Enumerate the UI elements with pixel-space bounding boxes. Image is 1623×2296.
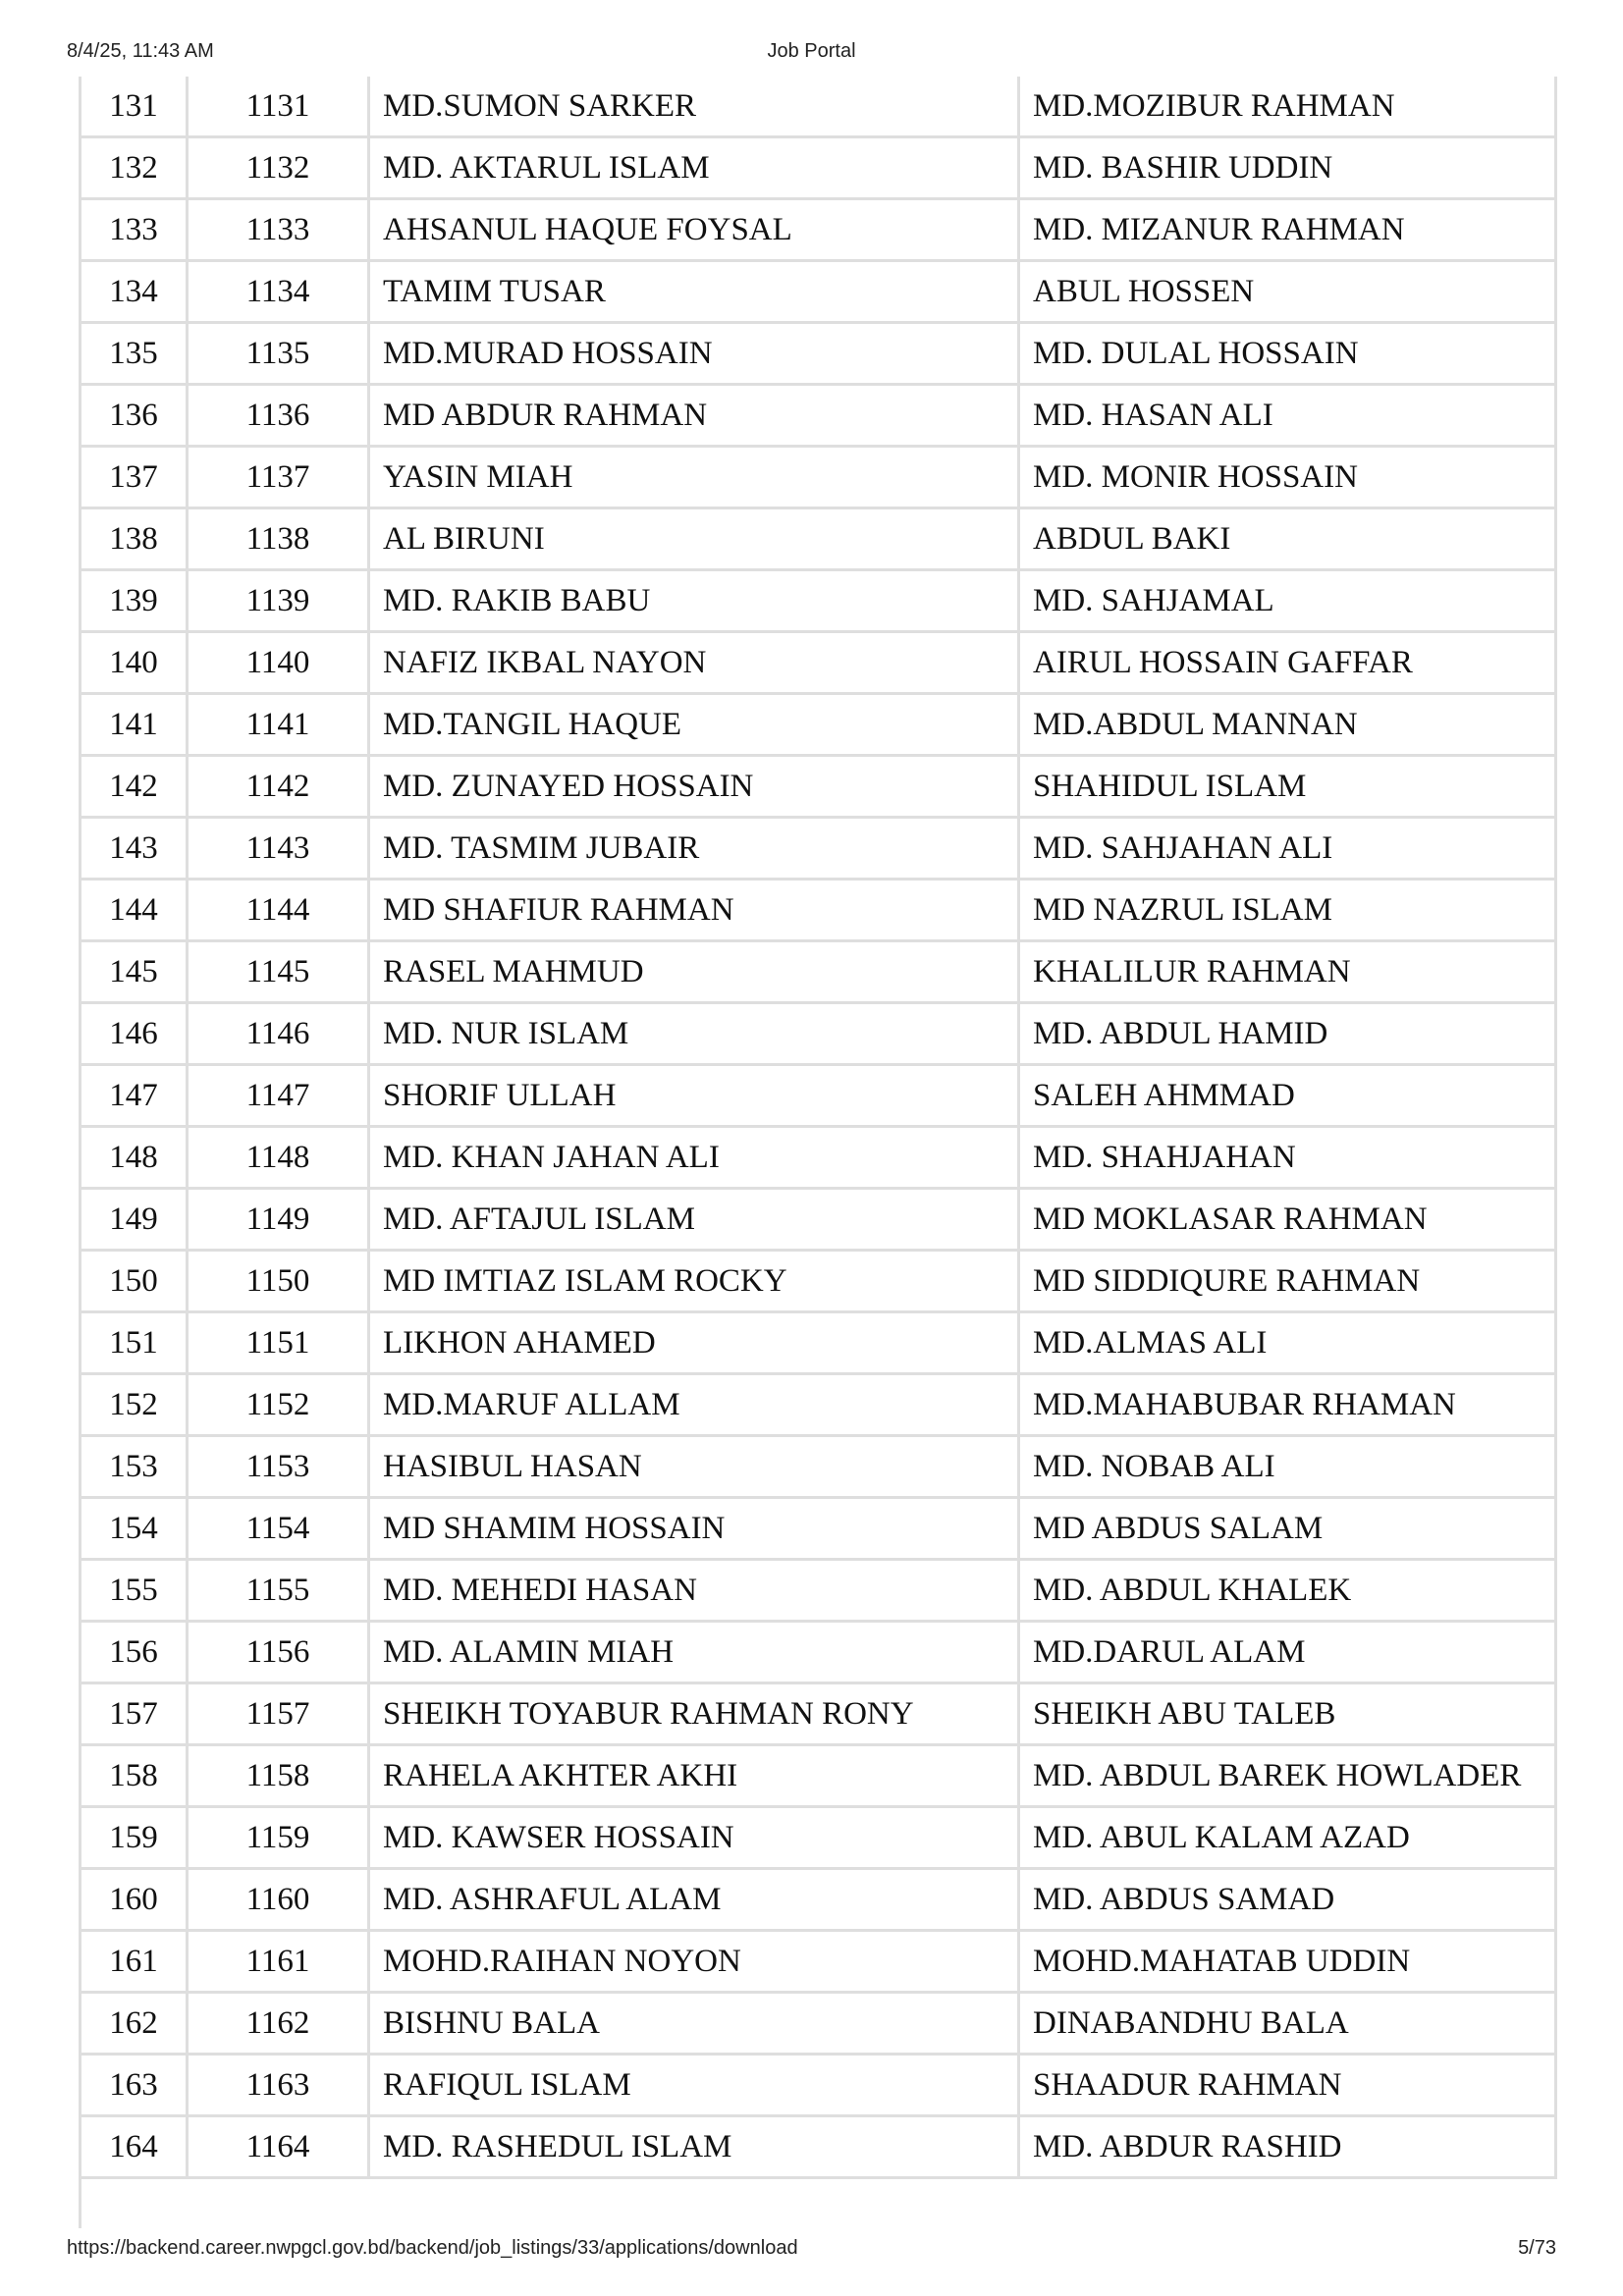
table-row (81, 385, 1556, 447)
table-row (81, 1807, 1556, 1869)
applicant-name-cell: SHORIF ULLAH (369, 1065, 1019, 1127)
applicant-name-cell: MD SHAFIUR RAHMAN (369, 880, 1019, 941)
roll-cell: 1135 (188, 323, 369, 385)
table-row (81, 1993, 1556, 2055)
table-row (81, 632, 1556, 694)
serial-cell: 159 (81, 1807, 188, 1869)
father-name-cell: MOHD.MAHATAB UDDIN (1019, 1931, 1556, 1993)
applicant-name-cell: BISHNU BALA (369, 1993, 1019, 2055)
serial-cell: 164 (81, 2116, 188, 2178)
print-datetime: 8/4/25, 11:43 AM (67, 40, 214, 62)
table-row (81, 1622, 1556, 1683)
serial-cell: 140 (81, 632, 188, 694)
applicant-name-cell: MD ABDUR RAHMAN (369, 385, 1019, 447)
applicant-name-cell: RAHELA AKHTER AKHI (369, 1745, 1019, 1807)
page-title: Job Portal (767, 40, 856, 62)
serial-cell: 155 (81, 1560, 188, 1622)
roll-cell: 1155 (188, 1560, 369, 1622)
applicant-name-cell: MD.SUMON SARKER (369, 77, 1019, 137)
father-name-cell: KHALILUR RAHMAN (1019, 941, 1556, 1003)
roll-cell: 1147 (188, 1065, 369, 1127)
roll-cell: 1157 (188, 1683, 369, 1745)
roll-cell: 1143 (188, 818, 369, 880)
table-row (81, 2055, 1556, 2116)
father-name-cell: MD. MIZANUR RAHMAN (1019, 199, 1556, 261)
roll-cell: 1158 (188, 1745, 369, 1807)
applicant-name-cell: SHEIKH TOYABUR RAHMAN RONY (369, 1683, 1019, 1745)
father-name-cell: MD MOKLASAR RAHMAN (1019, 1189, 1556, 1251)
roll-cell: 1148 (188, 1127, 369, 1189)
table-row (81, 1127, 1556, 1189)
roll-cell: 1153 (188, 1436, 369, 1498)
applicants-table-container (79, 77, 1554, 2179)
father-name-cell: ABUL HOSSEN (1019, 261, 1556, 323)
table-row (81, 1931, 1556, 1993)
father-name-cell: MD. SAHJAHAN ALI (1019, 818, 1556, 880)
applicant-name-cell: MD. KHAN JAHAN ALI (369, 1127, 1019, 1189)
father-name-cell: DINABANDHU BALA (1019, 1993, 1556, 2055)
applicant-name-cell: YASIN MIAH (369, 447, 1019, 508)
page-url: https://backend.career.nwpgcl.gov.bd/backend/job_listings/33/applications/download (67, 2237, 798, 2259)
applicant-name-cell: MD. ASHRAFUL ALAM (369, 1869, 1019, 1931)
serial-cell: 144 (81, 880, 188, 941)
serial-cell: 161 (81, 1931, 188, 1993)
roll-cell: 1159 (188, 1807, 369, 1869)
applicant-name-cell: MD. TASMIM JUBAIR (369, 818, 1019, 880)
roll-cell: 1136 (188, 385, 369, 447)
father-name-cell: MD. ABDUL HAMID (1019, 1003, 1556, 1065)
page-number: 5/73 (1518, 2237, 1556, 2259)
roll-cell: 1162 (188, 1993, 369, 2055)
serial-cell: 136 (81, 385, 188, 447)
serial-cell: 151 (81, 1312, 188, 1374)
applicant-name-cell: MD. RAKIB BABU (369, 570, 1019, 632)
table-row (81, 199, 1556, 261)
father-name-cell: MD. HASAN ALI (1019, 385, 1556, 447)
applicant-name-cell: MD. RASHEDUL ISLAM (369, 2116, 1019, 2178)
table-left-rule (79, 2140, 81, 2228)
father-name-cell: MD. ABDUS SAMAD (1019, 1869, 1556, 1931)
roll-cell: 1163 (188, 2055, 369, 2116)
applicant-name-cell: MD. AFTAJUL ISLAM (369, 1189, 1019, 1251)
serial-cell: 139 (81, 570, 188, 632)
father-name-cell: MD.MOZIBUR RAHMAN (1019, 77, 1556, 137)
serial-cell: 134 (81, 261, 188, 323)
applicant-name-cell: HASIBUL HASAN (369, 1436, 1019, 1498)
table-row (81, 1436, 1556, 1498)
table-row (81, 818, 1556, 880)
roll-cell: 1150 (188, 1251, 369, 1312)
applicants-table-body (81, 77, 1556, 2178)
serial-cell: 148 (81, 1127, 188, 1189)
table-row (81, 1869, 1556, 1931)
roll-cell: 1156 (188, 1622, 369, 1683)
applicant-name-cell: MD IMTIAZ ISLAM ROCKY (369, 1251, 1019, 1312)
table-row (81, 77, 1556, 137)
roll-cell: 1164 (188, 2116, 369, 2178)
father-name-cell: MD.ABDUL MANNAN (1019, 694, 1556, 756)
roll-cell: 1151 (188, 1312, 369, 1374)
serial-cell: 135 (81, 323, 188, 385)
applicant-name-cell: MD. ZUNAYED HOSSAIN (369, 756, 1019, 818)
father-name-cell: MD. SHAHJAHAN (1019, 1127, 1556, 1189)
table-row (81, 756, 1556, 818)
serial-cell: 146 (81, 1003, 188, 1065)
serial-cell: 150 (81, 1251, 188, 1312)
roll-cell: 1132 (188, 137, 369, 199)
roll-cell: 1131 (188, 77, 369, 137)
roll-cell: 1144 (188, 880, 369, 941)
serial-cell: 143 (81, 818, 188, 880)
father-name-cell: SHEIKH ABU TALEB (1019, 1683, 1556, 1745)
applicant-name-cell: AL BIRUNI (369, 508, 1019, 570)
table-row (81, 261, 1556, 323)
serial-cell: 163 (81, 2055, 188, 2116)
father-name-cell: SHAHIDUL ISLAM (1019, 756, 1556, 818)
roll-cell: 1146 (188, 1003, 369, 1065)
serial-cell: 157 (81, 1683, 188, 1745)
table-row (81, 137, 1556, 199)
applicant-name-cell: MD. AKTARUL ISLAM (369, 137, 1019, 199)
father-name-cell: MD.ALMAS ALI (1019, 1312, 1556, 1374)
table-row (81, 1065, 1556, 1127)
table-row (81, 447, 1556, 508)
roll-cell: 1154 (188, 1498, 369, 1560)
serial-cell: 142 (81, 756, 188, 818)
applicant-name-cell: MOHD.RAIHAN NOYON (369, 1931, 1019, 1993)
applicant-name-cell: LIKHON AHAMED (369, 1312, 1019, 1374)
father-name-cell: MD NAZRUL ISLAM (1019, 880, 1556, 941)
roll-cell: 1145 (188, 941, 369, 1003)
roll-cell: 1142 (188, 756, 369, 818)
serial-cell: 147 (81, 1065, 188, 1127)
applicant-name-cell: TAMIM TUSAR (369, 261, 1019, 323)
applicant-name-cell: MD SHAMIM HOSSAIN (369, 1498, 1019, 1560)
table-row (81, 570, 1556, 632)
table-row (81, 1498, 1556, 1560)
roll-cell: 1133 (188, 199, 369, 261)
table-row (81, 941, 1556, 1003)
father-name-cell: MD. DULAL HOSSAIN (1019, 323, 1556, 385)
father-name-cell: ABDUL BAKI (1019, 508, 1556, 570)
serial-cell: 131 (81, 77, 188, 137)
applicant-name-cell: MD.MARUF ALLAM (369, 1374, 1019, 1436)
roll-cell: 1149 (188, 1189, 369, 1251)
father-name-cell: MD ABDUS SALAM (1019, 1498, 1556, 1560)
roll-cell: 1152 (188, 1374, 369, 1436)
father-name-cell: MD.MAHABUBAR RHAMAN (1019, 1374, 1556, 1436)
serial-cell: 132 (81, 137, 188, 199)
table-row (81, 1374, 1556, 1436)
table-row (81, 1312, 1556, 1374)
applicant-name-cell: MD. NUR ISLAM (369, 1003, 1019, 1065)
print-header (67, 40, 1556, 70)
table-row (81, 1745, 1556, 1807)
father-name-cell: MD. ABDUL KHALEK (1019, 1560, 1556, 1622)
roll-cell: 1138 (188, 508, 369, 570)
table-row (81, 323, 1556, 385)
applicant-name-cell: MD. KAWSER HOSSAIN (369, 1807, 1019, 1869)
roll-cell: 1161 (188, 1931, 369, 1993)
roll-cell: 1139 (188, 570, 369, 632)
table-row (81, 694, 1556, 756)
father-name-cell: MD. BASHIR UDDIN (1019, 137, 1556, 199)
father-name-cell: SALEH AHMMAD (1019, 1065, 1556, 1127)
applicants-table (79, 77, 1557, 2179)
serial-cell: 149 (81, 1189, 188, 1251)
serial-cell: 145 (81, 941, 188, 1003)
serial-cell: 152 (81, 1374, 188, 1436)
roll-cell: 1141 (188, 694, 369, 756)
table-row (81, 508, 1556, 570)
serial-cell: 162 (81, 1993, 188, 2055)
serial-cell: 141 (81, 694, 188, 756)
table-row (81, 2116, 1556, 2178)
table-row (81, 1683, 1556, 1745)
applicant-name-cell: NAFIZ IKBAL NAYON (369, 632, 1019, 694)
father-name-cell: MD SIDDIQURE RAHMAN (1019, 1251, 1556, 1312)
father-name-cell: MD. SAHJAMAL (1019, 570, 1556, 632)
table-row (81, 880, 1556, 941)
father-name-cell: MD. NOBAB ALI (1019, 1436, 1556, 1498)
serial-cell: 133 (81, 199, 188, 261)
applicant-name-cell: RAFIQUL ISLAM (369, 2055, 1019, 2116)
serial-cell: 153 (81, 1436, 188, 1498)
father-name-cell: AIRUL HOSSAIN GAFFAR (1019, 632, 1556, 694)
applicant-name-cell: MD.MURAD HOSSAIN (369, 323, 1019, 385)
serial-cell: 154 (81, 1498, 188, 1560)
roll-cell: 1160 (188, 1869, 369, 1931)
father-name-cell: MD. MONIR HOSSAIN (1019, 447, 1556, 508)
applicant-name-cell: MD. ALAMIN MIAH (369, 1622, 1019, 1683)
roll-cell: 1137 (188, 447, 369, 508)
serial-cell: 138 (81, 508, 188, 570)
father-name-cell: MD.DARUL ALAM (1019, 1622, 1556, 1683)
print-footer (67, 2237, 1556, 2267)
table-row (81, 1560, 1556, 1622)
father-name-cell: SHAADUR RAHMAN (1019, 2055, 1556, 2116)
father-name-cell: MD. ABDUR RASHID (1019, 2116, 1556, 2178)
serial-cell: 137 (81, 447, 188, 508)
serial-cell: 160 (81, 1869, 188, 1931)
serial-cell: 156 (81, 1622, 188, 1683)
applicant-name-cell: MD. MEHEDI HASAN (369, 1560, 1019, 1622)
table-row (81, 1189, 1556, 1251)
applicant-name-cell: AHSANUL HAQUE FOYSAL (369, 199, 1019, 261)
father-name-cell: MD. ABDUL BAREK HOWLADER (1019, 1745, 1556, 1807)
roll-cell: 1134 (188, 261, 369, 323)
table-row (81, 1003, 1556, 1065)
serial-cell: 158 (81, 1745, 188, 1807)
father-name-cell: MD. ABUL KALAM AZAD (1019, 1807, 1556, 1869)
applicant-name-cell: RASEL MAHMUD (369, 941, 1019, 1003)
table-row (81, 1251, 1556, 1312)
applicant-name-cell: MD.TANGIL HAQUE (369, 694, 1019, 756)
roll-cell: 1140 (188, 632, 369, 694)
